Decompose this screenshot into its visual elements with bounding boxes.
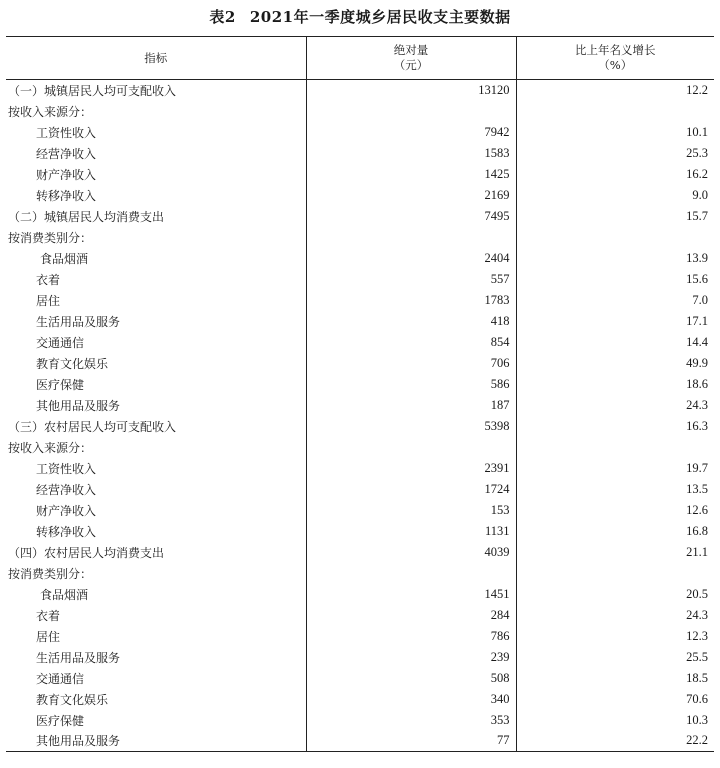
table-row: [6, 731, 714, 752]
table-row: [6, 458, 714, 479]
header-growth-rate: [516, 37, 714, 80]
row-label: 转移净收入: [36, 524, 97, 539]
row-label: 居住: [36, 293, 61, 308]
table-row: [6, 101, 714, 122]
row-absolute-value: 2391: [306, 458, 516, 479]
table-row: [6, 542, 714, 563]
row-label: 按收入来源分：: [8, 104, 93, 119]
table-row: [6, 248, 714, 269]
table-row: [6, 185, 714, 206]
row-growth-rate: [516, 101, 714, 122]
row-label: 转移净收入: [36, 188, 97, 203]
table-row: [6, 269, 714, 290]
table-row: [6, 689, 714, 710]
row-growth-rate: 12.6: [516, 500, 714, 521]
row-growth-rate: 17.1: [516, 311, 714, 332]
row-absolute-value: 7495: [306, 206, 516, 227]
row-absolute-value: 786: [306, 626, 516, 647]
row-label: 生活用品及服务: [36, 314, 121, 329]
row-absolute-value: 854: [306, 332, 516, 353]
row-growth-rate: 24.3: [516, 395, 714, 416]
row-label: 经营净收入: [36, 146, 97, 161]
table-row: [6, 80, 714, 101]
row-label: 工资性收入: [36, 125, 97, 140]
row-label: 交通通信: [36, 671, 85, 686]
header-absolute-value-unit: （元）: [393, 58, 429, 72]
row-label: （三）农村居民人均可支配收入: [8, 419, 177, 434]
row-label: 生活用品及服务: [36, 650, 121, 665]
table-number: 表2: [209, 8, 236, 26]
row-growth-rate: 12.3: [516, 626, 714, 647]
table-row: [6, 206, 714, 227]
table-row: [6, 521, 714, 542]
row-growth-rate: 10.3: [516, 710, 714, 731]
row-growth-rate: 18.5: [516, 668, 714, 689]
row-label: 其他用品及服务: [6, 731, 306, 752]
row-absolute-value: 508: [306, 668, 516, 689]
row-absolute-value: 77: [306, 731, 516, 752]
row-growth-rate: 9.0: [516, 185, 714, 206]
row-label: 教育文化娱乐: [36, 692, 109, 707]
row-growth-rate: 18.6: [516, 374, 714, 395]
row-growth-rate: 10.1: [516, 122, 714, 143]
row-absolute-value: 5398: [306, 416, 516, 437]
row-absolute-value: 13120: [306, 80, 516, 101]
row-growth-rate: 7.0: [516, 290, 714, 311]
row-absolute-value: 2169: [306, 185, 516, 206]
row-label: 财产净收入: [36, 167, 97, 182]
row-absolute-value: 557: [306, 269, 516, 290]
row-absolute-value: 353: [306, 710, 516, 731]
data-table: [6, 36, 714, 752]
row-absolute-value: 1131: [306, 521, 516, 542]
row-growth-rate: 22.2: [516, 731, 714, 752]
row-absolute-value: 1583: [306, 143, 516, 164]
row-label: 按消费类别分：: [8, 230, 93, 245]
row-label: 按消费类别分：: [8, 566, 93, 581]
row-label: 按收入来源分：: [8, 440, 93, 455]
row-growth-rate: 49.9: [516, 353, 714, 374]
table-row: [6, 353, 714, 374]
table-row: [6, 479, 714, 500]
row-label: 交通通信: [36, 335, 85, 350]
header-growth-rate-unit: （%）: [598, 58, 633, 72]
row-absolute-value: 1783: [306, 290, 516, 311]
row-absolute-value: [306, 437, 516, 458]
table-row: [6, 605, 714, 626]
row-label: （二）城镇居民人均消费支出: [8, 209, 165, 224]
row-growth-rate: 19.7: [516, 458, 714, 479]
row-label: 医疗保健: [36, 377, 85, 392]
row-label: 食品烟酒: [40, 251, 89, 266]
table-row: [6, 584, 714, 605]
table-row: [6, 227, 714, 248]
row-growth-rate: [516, 437, 714, 458]
header-growth-rate-label: 比上年名义增长: [575, 43, 656, 57]
row-growth-rate: [516, 563, 714, 584]
table-row: [6, 647, 714, 668]
table-row: [6, 416, 714, 437]
table-row: [6, 143, 714, 164]
row-label: （一）城镇居民人均可支配收入: [8, 83, 177, 98]
row-growth-rate: 16.8: [516, 521, 714, 542]
row-growth-rate: 21.1: [516, 542, 714, 563]
row-label: （四）农村居民人均消费支出: [8, 545, 165, 560]
row-label: 医疗保健: [36, 713, 85, 728]
row-absolute-value: 706: [306, 353, 516, 374]
row-label: 衣着: [36, 272, 61, 287]
row-growth-rate: 25.5: [516, 647, 714, 668]
table-row: [6, 374, 714, 395]
row-absolute-value: [306, 227, 516, 248]
row-absolute-value: 7942: [306, 122, 516, 143]
table-row: [6, 395, 714, 416]
table-row: [6, 500, 714, 521]
table-row: [6, 122, 714, 143]
header-absolute-value-label: 绝对量: [393, 43, 429, 57]
row-absolute-value: [306, 101, 516, 122]
row-growth-rate: 24.3: [516, 605, 714, 626]
header-absolute-value: [306, 37, 516, 80]
row-growth-rate: 25.3: [516, 143, 714, 164]
row-growth-rate: 20.5: [516, 584, 714, 605]
row-absolute-value: 1724: [306, 479, 516, 500]
row-growth-rate: [516, 227, 714, 248]
row-absolute-value: 4039: [306, 542, 516, 563]
header-indicator: 指标: [6, 37, 306, 80]
row-label: 财产净收入: [36, 503, 97, 518]
table-row: [6, 563, 714, 584]
row-growth-rate: 14.4: [516, 332, 714, 353]
table-header-row: [6, 37, 714, 80]
row-label: 其他用品及服务: [36, 398, 121, 413]
row-label: 教育文化娱乐: [36, 356, 109, 371]
row-growth-rate: 70.6: [516, 689, 714, 710]
row-absolute-value: 153: [306, 500, 516, 521]
row-growth-rate: 15.6: [516, 269, 714, 290]
table-row: [6, 710, 714, 731]
row-absolute-value: 239: [306, 647, 516, 668]
row-growth-rate: 13.5: [516, 479, 714, 500]
row-absolute-value: 2404: [306, 248, 516, 269]
table-row: [6, 290, 714, 311]
row-label: 食品烟酒: [40, 587, 89, 602]
table-title-text: 2021年一季度城乡居民收支主要数据: [249, 8, 511, 26]
row-label: 经营净收入: [36, 482, 97, 497]
row-growth-rate: 16.3: [516, 416, 714, 437]
table-row: [6, 332, 714, 353]
row-label: 居住: [36, 629, 61, 644]
table-row: [6, 164, 714, 185]
row-absolute-value: 340: [306, 689, 516, 710]
row-absolute-value: 418: [306, 311, 516, 332]
row-absolute-value: 1425: [306, 164, 516, 185]
row-label: 工资性收入: [36, 461, 97, 476]
row-growth-rate: 15.7: [516, 206, 714, 227]
table-row: [6, 311, 714, 332]
row-label: 衣着: [36, 608, 61, 623]
row-absolute-value: [306, 563, 516, 584]
row-absolute-value: 586: [306, 374, 516, 395]
row-absolute-value: 1451: [306, 584, 516, 605]
row-absolute-value: 284: [306, 605, 516, 626]
table-title: [0, 6, 720, 27]
table-row: [6, 668, 714, 689]
row-growth-rate: 13.9: [516, 248, 714, 269]
row-growth-rate: 16.2: [516, 164, 714, 185]
row-absolute-value: 187: [306, 395, 516, 416]
table-row: [6, 437, 714, 458]
row-growth-rate: 12.2: [516, 80, 714, 101]
table-row: [6, 626, 714, 647]
